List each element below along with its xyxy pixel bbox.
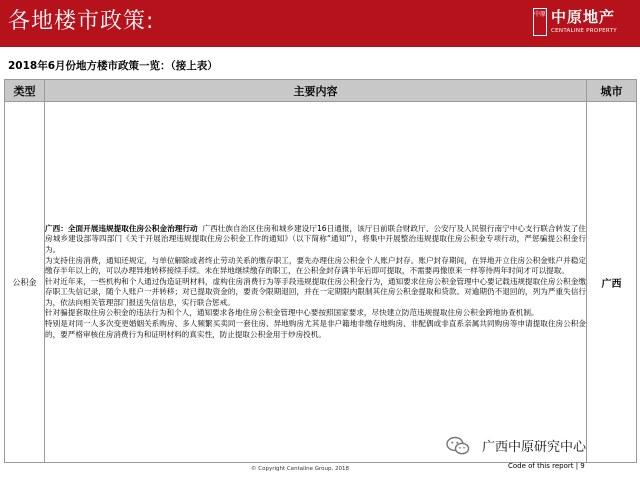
wechat-icon xyxy=(446,436,470,456)
policy-table xyxy=(4,79,637,463)
policy-text xyxy=(45,224,586,256)
copyright: © Copyright Centaline Group, 2018 xyxy=(251,466,350,472)
paragraph-3: 针对近年来，一些机构和个人通过伪造证明材料，虚构住房消费行为等手段违规提取住房公积金行为，通知要求住房公积金管理中心要记载违规提取住房公积金缴存职工失信记录，随个人账户一并转移；对已提取资金的，要责令限期退回，并在一定期限内限制其住房公积金提取和贷款。对逾期仍不退回的，列为严重失信行为，依法向相关管理部门报送失信信息，实行联合惩戒。 xyxy=(45,276,586,307)
table-row xyxy=(5,102,637,463)
column-header-type: 类型 xyxy=(5,80,45,102)
content-cell xyxy=(45,102,587,463)
column-header-content: 主要内容 xyxy=(45,80,587,102)
paragraph-2: 为支持住房消费，通知还规定，与单位解除或者终止劳动关系的缴存职工，要先办理住房公积金个人账户封存。账户封存期间，在异地开立住房公积金账户并稳定缴存半年以上的，可以办理异地转移接续手续。未在异地继续缴存的职工，在公积金封存满半年后即可提取，不需要再像原来一样等待两年时间才可以提取。 xyxy=(45,255,586,276)
report-code-page: Code of this report | 9 xyxy=(508,462,585,470)
paragraph-5: 特别是对同一人多次变更婚姻关系购房、多人频繁买卖同一套住房、异地购房尤其是非户籍地非缴存地购房、非配偶或非直系亲属共同购房等申请提取住房公积金的，要严格审核住房消费行为和证明材料的真实性，防止提取公积金用于炒房投机。 xyxy=(45,319,586,339)
page-title: 各地楼市政策: xyxy=(8,9,155,34)
paragraph-4: 针对骗提套取住房公积金的违法行为和个人，通知要求各地住房公积金管理中心要按照国家要求，尽快建立防范违规提取住房公积金跨地协查机制。 xyxy=(45,308,539,318)
paragraph-1: 广西壮族自治区住房和城乡建设厅16日通报，该厅日前联合财政厅、公安厅及人民银行南宁中心支行联合转发了住房城乡建设部等四部门《关于开展治理违规提取住房公积金工作的通知》（以下简称“通知”），将集中开展整治违规提取住房公积金专项行动，严惩骗提公积金行为。 xyxy=(45,223,586,254)
logo-name: 中原地产 xyxy=(551,8,616,26)
table-caption: 2018年6月份地方楼市政策一览：（接上表） xyxy=(8,60,218,72)
table-header-row xyxy=(5,80,637,102)
policy-heading: 广西：全面开展违规提取住房公积金治理行动 xyxy=(45,223,198,233)
logo-english: CENTALINE PROPERTY xyxy=(551,28,617,34)
city-cell: 广西 xyxy=(587,102,637,463)
logo-seal-icon: 中原 xyxy=(533,8,547,36)
brand-watermark: 广西中原研究中心 xyxy=(482,440,587,455)
centaline-logo xyxy=(533,6,635,42)
type-cell: 公积金 xyxy=(5,102,45,463)
column-header-city: 城市 xyxy=(587,80,637,102)
title-banner xyxy=(0,0,640,47)
